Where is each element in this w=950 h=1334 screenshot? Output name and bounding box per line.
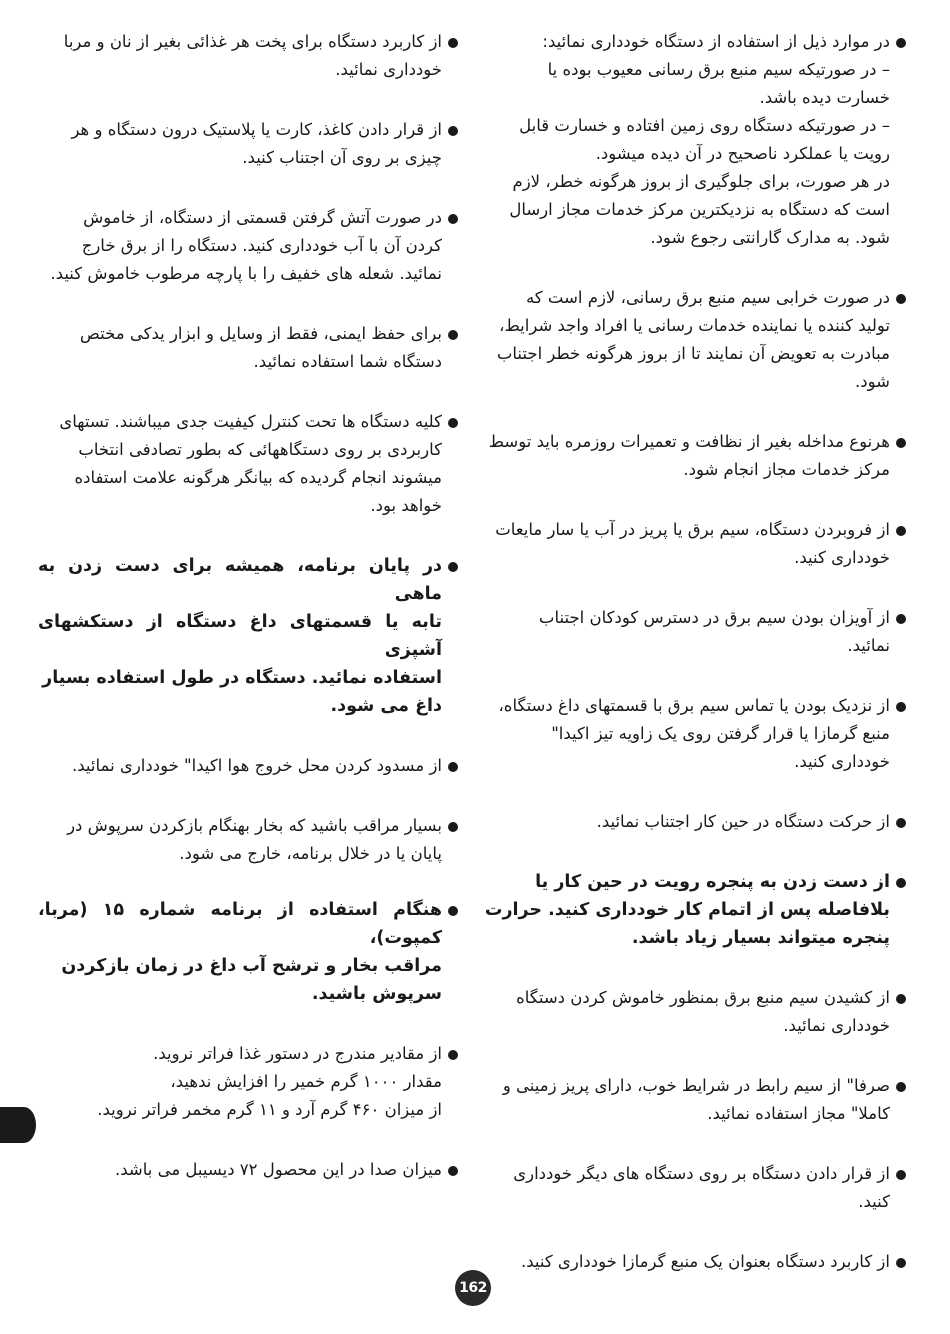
safety-item <box>38 116 458 172</box>
item-line: پنجره میتواند بسیار زیاد باشد. <box>631 928 890 948</box>
page-number: 162 <box>455 1270 491 1306</box>
item-line: از دست زدن به پنجره رویت در حین کار یا <box>535 872 890 892</box>
bullet-icon <box>448 38 458 48</box>
item-line: کنید. <box>858 1192 890 1211</box>
item-line: دستگاه شما استفاده نمائید. <box>253 352 442 371</box>
safety-item <box>484 1072 906 1128</box>
bullet-icon <box>448 1050 458 1060</box>
safety-item <box>38 320 458 376</box>
item-line: از نزدیک بودن یا تماس سیم برق با قسمتهای داغ دستگاه، <box>498 696 890 715</box>
item-line: از مسدود کردن محل خروج هوا اکیدا" خودداری نمائید. <box>72 756 442 775</box>
bullet-icon <box>896 614 906 624</box>
safety-item <box>38 812 458 868</box>
item-line: پایان یا در خلال برنامه، خارج می شود. <box>179 844 442 863</box>
warning-item <box>38 896 458 1008</box>
item-line: صرفا" از سیم رابط در شرایط خوب، دارای پریز زمینی و <box>502 1076 890 1095</box>
item-line: از کشیدن سیم منبع برق بمنظور خاموش کردن دستگاه <box>516 988 890 1007</box>
item-line: کاملا" مجاز استفاده نمائید. <box>707 1104 890 1123</box>
item-line: از کاربرد دستگاه برای پخت هر غذائی بغیر از نان و مربا <box>63 32 442 51</box>
item-line: هرنوع مداخله بغیر از نظافت و تعمیرات روزمره باید توسط <box>488 432 890 451</box>
bullet-icon <box>896 994 906 1004</box>
bullet-icon <box>896 878 906 888</box>
safety-item <box>484 1248 906 1276</box>
item-line: مبادرت به تعویض آن نمایند تا از بروز هرگونه خطر اجتناب <box>496 344 890 363</box>
bullet-icon <box>448 126 458 136</box>
safety-item <box>38 28 458 84</box>
item-line: از فروبردن دستگاه، سیم برق یا پریز در آب یا سار مایعات <box>495 520 890 539</box>
item-line: شود. <box>855 372 890 391</box>
item-line: خودداری نمائید. <box>335 60 442 79</box>
safety-item <box>484 808 906 836</box>
item-line: – در صورتیکه دستگاه روی زمین افتاده و خسارت قابل <box>519 116 890 135</box>
safety-item <box>38 1040 458 1124</box>
bullet-icon <box>448 330 458 340</box>
item-line: در صورت خرابی سیم منبع برق رسانی، لازم است که <box>525 288 890 307</box>
safety-item <box>484 692 906 776</box>
item-line: بسیار مراقب باشید که بخار بهنگام بازکردن سرپوش در <box>67 816 442 835</box>
item-line: در پایان برنامه، همیشه برای دست زدن به ماهی <box>38 556 442 604</box>
item-line: خودداری کنید. <box>794 752 890 771</box>
safety-item <box>484 428 906 484</box>
item-line: چیزی بر روی آن اجتناب کنید. <box>242 148 442 167</box>
item-line: از حرکت دستگاه در حین کار اجتناب نمائید. <box>596 812 890 831</box>
item-line: بلافاصله پس از اتمام کار خودداری کنید. حرارت <box>484 900 890 920</box>
item-line: استفاده نمائید. دستگاه در طول استفاده بسیار <box>42 668 442 688</box>
item-line: – در صورتیکه سیم منبع برق رسانی معیوب بوده یا <box>547 60 890 79</box>
item-line: منبع گرمازا یا قرار گرفتن روی یک زاویه تیز اکیدا" <box>551 724 890 743</box>
item-line: از کاربرد دستگاه بعنوان یک منبع گرمازا خودداری کنید. <box>520 1252 890 1271</box>
item-line: در موارد ذیل از استفاده از دستگاه خودداری نمائید: <box>542 32 890 51</box>
safety-item <box>38 752 458 780</box>
item-line: در صورت آتش گرفتن قسمتی از دستگاه، از خاموش <box>83 208 442 227</box>
safety-item <box>38 1156 458 1184</box>
item-line: شود. به مدارک گارانتی رجوع شود. <box>650 228 890 247</box>
item-line: میزان صدا در این محصول ۷۲ دیسیبل می باشد. <box>115 1160 442 1179</box>
item-line: تولید کننده یا نماینده خدمات رسانی یا افراد واجد شرایط، <box>499 316 890 335</box>
bullet-icon <box>448 418 458 428</box>
item-line: رویت یا عملکرد ناصحیح در آن دیده میشود. <box>595 144 890 163</box>
safety-item <box>484 284 906 396</box>
safety-item <box>484 28 906 252</box>
safety-item <box>484 984 906 1040</box>
bullet-icon <box>896 294 906 304</box>
bullet-icon <box>448 214 458 224</box>
item-line: خسارت دیده باشد. <box>759 88 890 107</box>
item-line: خواهد بود. <box>370 496 442 515</box>
bullet-icon <box>896 38 906 48</box>
bullet-icon <box>896 1082 906 1092</box>
safety-item <box>484 604 906 660</box>
item-line: در هر صورت، برای جلوگیری از بروز هرگونه خطر، لازم <box>512 172 890 191</box>
bullet-icon <box>448 762 458 772</box>
bullet-icon <box>448 1166 458 1176</box>
item-line: از میزان ۴۶۰ گرم آرد و ۱۱ گرم مخمر فراتر نروید. <box>97 1100 442 1119</box>
item-line: مقدار ۱۰۰۰ گرم خمیر را افزایش ندهید، <box>170 1072 442 1091</box>
bullet-icon <box>448 906 458 916</box>
warning-item <box>484 868 906 952</box>
bullet-icon <box>448 562 458 572</box>
safety-item <box>38 204 458 288</box>
item-line: کاربردی بر روی دستگاههائی که بطور تصادفی انتخاب <box>78 440 442 459</box>
safety-item <box>38 408 458 520</box>
item-line: خودداری نمائید. <box>783 1016 890 1035</box>
bullet-icon <box>896 702 906 712</box>
item-line: است که دستگاه به نزدیکترین مرکز خدمات مجاز ارسال <box>509 200 890 219</box>
chapter-tab-marker <box>0 1107 36 1143</box>
item-line: خودداری کنید. <box>794 548 890 567</box>
bullet-icon <box>896 1170 906 1180</box>
item-line: میشوند انجام گردیده که بیانگر هرگونه علامت استفاده <box>74 468 442 487</box>
bullet-icon <box>448 822 458 832</box>
item-line: از قرار دادن کاغذ، کارت یا پلاستیک درون دستگاه و هر <box>71 120 442 139</box>
safety-item <box>484 1160 906 1216</box>
bullet-icon <box>896 526 906 536</box>
safety-item <box>484 516 906 572</box>
item-line: نمائید. شعله های خفیف را با پارچه مرطوب خاموش کنید. <box>50 264 442 283</box>
item-line: داغ می شود. <box>330 696 442 716</box>
item-line: از قرار دادن دستگاه بر روی دستگاه های دیگر خودداری <box>513 1164 890 1183</box>
warning-item <box>38 552 458 720</box>
item-line: مراقب بخار و ترشح آب داغ در زمان بازکردن <box>61 956 442 976</box>
bullet-icon <box>896 1258 906 1268</box>
item-line: کلیه دستگاه ها تحت کنترل کیفیت جدی میباشند. تستهای <box>59 412 442 431</box>
bullet-icon <box>896 438 906 448</box>
item-line: سرپوش باشید. <box>311 984 442 1004</box>
bullet-icon <box>896 818 906 828</box>
item-line: کردن آن با آب خودداری کنید. دستگاه را از برق خارج <box>81 236 442 255</box>
item-line: برای حفظ ایمنی، فقط از وسایل و ابزار یدکی مختص <box>79 324 442 343</box>
item-line: تابه یا قسمتهای داغ دستگاه از دستکشهای آشپزی <box>38 612 442 660</box>
item-line: از مقادیر مندرج در دستور غذا فراتر نروید. <box>153 1044 442 1063</box>
right-column <box>484 28 906 1276</box>
item-line: مرکز خدمات مجاز انجام شود. <box>683 460 890 479</box>
left-column <box>38 28 458 1184</box>
item-line: از آویزان بودن سیم برق در دسترس کودکان اجتناب <box>538 608 890 627</box>
item-line: هنگام استفاده از برنامه شماره ۱۵ (مربا، کمپوت)، <box>38 900 442 948</box>
item-line: نمائید. <box>847 636 890 655</box>
